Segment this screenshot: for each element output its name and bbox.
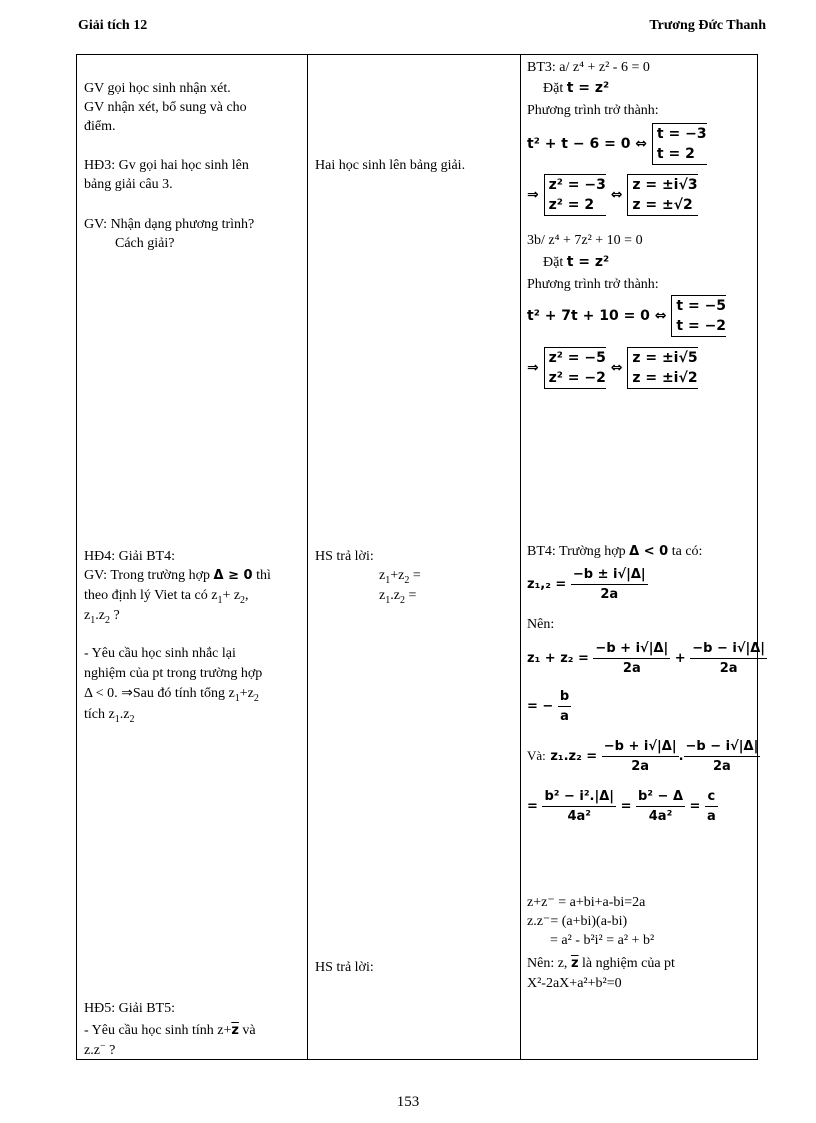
gv-nhandang: GV: Nhận dạng phương trình? [84, 217, 255, 232]
prod-formula: Và: z₁.z₂ = $\frac{-b + i√|\Delta|}{2a}$ . $\frac{-b - i√|\Delta|}{2a}$ [527, 739, 759, 774]
bt5-line-5: X²-2aX+a²+b²=0 [527, 976, 622, 991]
eq3: t² + 7t + 10 = 0 ⇔ t = −5 t = −2 [527, 295, 726, 337]
bt4-title: BT4: Trường hợp Δ < 0 ta có: [527, 544, 703, 559]
sum-formula: z₁ + z₂ = $\frac{-b + i√|\Delta|}{2a}$ + $\frac{-b - i√|\Delta|}{2a}$ [527, 641, 766, 676]
sum-result: = − $\frac{b}{a}$ [527, 689, 570, 724]
z-prod-line: $z_1.z_2$ = [379, 588, 417, 606]
yc-line-1: - Yêu cầu học sinh nhắc lại [84, 646, 236, 661]
gv-nhanxet-1: GV nhận xét, bổ sung và cho [84, 100, 247, 115]
eq3-system: t = −5 t = −2 [671, 295, 726, 337]
hd4-gv-line-2: theo định lý Viet ta có $z_1+ z_2$, [84, 588, 249, 606]
hd5-title: HĐ5: Giải BT5: [84, 1001, 175, 1016]
eq4: ⇒ z² = −5 z² = −2 ⇔ z = ±i√5 z = ±i√2 [527, 347, 698, 389]
yc-line-4: tích $z_1.z_2$ [84, 707, 135, 725]
bt5-line-2: z.z⁻= (a+bi)(a-bi) [527, 914, 628, 929]
bt3-title: BT3: a/ z⁴ + z² - 6 = 0 [527, 60, 650, 75]
dat-line: Đặt t = z² [543, 80, 610, 96]
prod-result: = $\frac{\text{b² − i².|Δ|}}{\text{4a²}}$ = $\frac{\text{b² − Δ}}{\text{4a²}}$ = $\frac{c}{a}$ [527, 789, 716, 824]
z-sum-line: $z_1+z_2$ = [379, 568, 421, 586]
eq4-system-left: z² = −5 z² = −2 [544, 347, 606, 389]
dat2-line: Đặt t = z² [543, 254, 610, 270]
hd4-title: HĐ4: Giải BT4: [84, 549, 175, 564]
hd5-line-2: z.z− ? [84, 1040, 116, 1058]
yc-line-3: Δ < 0. ⇒Sau đó tính tổng $z_1+z_2$ [84, 686, 259, 704]
bt5-line-4: Nên: z, $\overline{z}$ là nghiệm của pt [527, 956, 675, 971]
bt5-line-3: = a² - b²i² = a² + b² [550, 933, 655, 948]
hd3-line-2: bảng giải câu 3. [84, 177, 173, 192]
hai-hs: Hai học sinh lên bảng giải. [315, 158, 466, 173]
nen-label: Nên: [527, 617, 555, 632]
pt-tro-thanh: Phương trình trở thành: [527, 103, 659, 118]
cach-giai: Cách giải? [115, 236, 175, 251]
yc-line-2: nghiệm của pt trong trường hợp [84, 666, 263, 681]
header-left: Giải tích 12 [78, 18, 148, 33]
header-right: Trương Đức Thanh [649, 18, 766, 33]
hs-traloi-2: HS trả lời: [315, 960, 374, 975]
eq2-system-left: z² = −3 z² = 2 [544, 174, 606, 216]
pt-tro-thanh-2: Phương trình trở thành: [527, 277, 659, 292]
eq1-system: t = −3 t = 2 [652, 123, 707, 165]
gv-nhanxet-2: điểm. [84, 119, 116, 134]
lesson-table [76, 54, 766, 1060]
eq1: t² + t − 6 = 0 ⇔ t = −3 t = 2 [527, 123, 707, 165]
z12-formula: z₁,₂ = $\frac{-b \pm i√|\Delta|}{2a}$ [527, 567, 646, 602]
hd5-line-1: - Yêu cầu học sinh tính $z+\overline{z}$ và [84, 1023, 256, 1038]
column-divider-2 [520, 55, 521, 1059]
gv-goi: GV gọi học sinh nhận xét. [84, 81, 231, 96]
b3-title: 3b/ z⁴ + 7z² + 10 = 0 [527, 233, 643, 248]
eq2: ⇒ z² = −3 z² = 2 ⇔ z = ±i√3 z = ±√2 [527, 174, 698, 216]
eq4-system-right: z = ±i√5 z = ±i√2 [627, 347, 697, 389]
hd4-gv-line-3: $z_1.z_2$ ? [84, 608, 120, 626]
hs-traloi-1: HS trả lời: [315, 549, 374, 564]
page-number: 153 [396, 1094, 420, 1110]
hd3-line-1: HĐ3: Gv gọi hai học sinh lên [84, 158, 249, 173]
hd4-gv-line-1: GV: Trong trường hợp Δ ≥ 0 thì [84, 568, 271, 583]
column-divider-1 [307, 55, 308, 1059]
eq2-system-right: z = ±i√3 z = ±√2 [627, 174, 697, 216]
bt5-line-1: z+z⁻ = a+bi+a-bi=2a [527, 895, 646, 910]
